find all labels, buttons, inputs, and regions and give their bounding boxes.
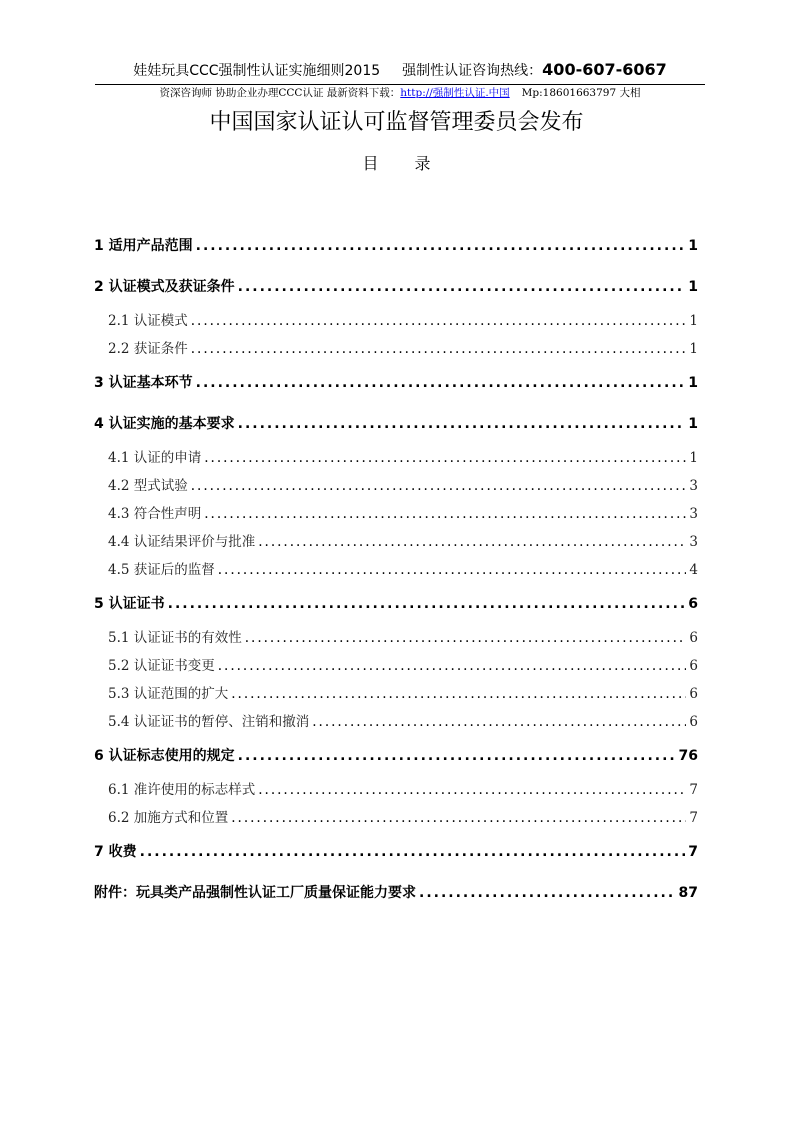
toc-page-number: 4 — [689, 562, 698, 578]
toc-leader — [231, 804, 686, 832]
toc-leader — [196, 232, 686, 260]
toc-leader — [245, 624, 687, 652]
toc-entry-label: 4 认证实施的基本要求 — [94, 416, 235, 432]
toc-page-number: 3 — [689, 506, 698, 522]
toc-leader — [419, 879, 676, 907]
toc-entry[interactable] — [94, 838, 698, 866]
toc-leader — [312, 708, 686, 736]
toc-entry-label: 6 认证标志使用的规定 — [94, 748, 235, 764]
toc-entry-label: 4.3 符合性声明 — [108, 506, 202, 522]
toc-entry[interactable] — [94, 335, 698, 363]
toc-leader — [258, 776, 686, 804]
toc-entry[interactable] — [94, 624, 698, 652]
toc-page-number: 6 — [688, 596, 698, 612]
toc-entry-label: 4.2 型式试验 — [108, 478, 188, 494]
toc-entry-label: 6.1 准许使用的标志样式 — [108, 782, 256, 798]
toc-leader — [218, 556, 687, 584]
toc-entry[interactable] — [94, 742, 698, 770]
toc-entry[interactable] — [94, 528, 698, 556]
toc-entry[interactable] — [94, 500, 698, 528]
header-subline — [95, 86, 705, 100]
toc-page-number: 76 — [678, 748, 698, 764]
toc-heading: 目录 — [362, 154, 467, 173]
header-hotline-number: 400-607-6067 — [542, 60, 667, 79]
table-of-contents — [94, 232, 698, 907]
toc-page-number: 1 — [689, 313, 698, 329]
toc-leader — [204, 500, 686, 528]
toc-leader — [191, 307, 687, 335]
toc-page-number: 7 — [689, 810, 698, 826]
toc-page-number: 7 — [689, 782, 698, 798]
toc-entry[interactable] — [94, 444, 698, 472]
toc-leader — [238, 273, 686, 301]
document-title: 中国国家认证认可监督管理委员会发布 — [209, 110, 584, 135]
toc-leader — [191, 335, 687, 363]
toc-entry-label: 4.1 认证的申请 — [108, 450, 202, 466]
toc-entry[interactable] — [94, 232, 698, 260]
toc-leader — [191, 472, 687, 500]
toc-page-number: 1 — [689, 450, 698, 466]
toc-page-number: 6 — [689, 658, 698, 674]
toc-entry[interactable] — [94, 590, 698, 618]
toc-leader — [258, 528, 686, 556]
toc-page-number: 1 — [689, 341, 698, 357]
toc-leader — [204, 444, 686, 472]
toc-entry-label: 3 认证基本环节 — [94, 375, 193, 391]
toc-entry[interactable] — [94, 472, 698, 500]
toc-entry[interactable] — [94, 273, 698, 301]
header-document-name: 娃娃玩具CCC强制性认证实施细则2015 — [133, 63, 381, 79]
toc-entry[interactable] — [94, 680, 698, 708]
download-link[interactable]: http://强制性认证.中国 — [400, 87, 510, 99]
toc-entry[interactable] — [94, 804, 698, 832]
toc-leader — [196, 369, 686, 397]
toc-entry[interactable] — [94, 307, 698, 335]
toc-entry[interactable] — [94, 708, 698, 736]
toc-entry-label: 5.2 认证证书变更 — [108, 658, 215, 674]
toc-page-number: 3 — [689, 534, 698, 550]
toc-page-number: 6 — [689, 714, 698, 730]
toc-entry-label: 5 认证证书 — [94, 596, 165, 612]
toc-entry-label: 1 适用产品范围 — [94, 238, 193, 254]
toc-page-number: 1 — [688, 375, 698, 391]
toc-page-number: 1 — [688, 279, 698, 295]
header-divider — [95, 84, 705, 85]
toc-leader — [238, 742, 676, 770]
toc-entry-label: 2 认证模式及获证条件 — [94, 279, 235, 295]
toc-page-number: 3 — [689, 478, 698, 494]
toc-page-number: 7 — [688, 844, 698, 860]
running-header — [95, 59, 705, 82]
toc-leader — [238, 410, 686, 438]
toc-leader — [218, 652, 687, 680]
header-hotline-label: 强制性认证咨询热线： — [402, 63, 543, 79]
toc-entry[interactable] — [94, 410, 698, 438]
toc-page-number: 6 — [689, 686, 698, 702]
toc-entry-label: 5.4 认证证书的暂停、注销和撤消 — [108, 714, 310, 730]
toc-entry-label: 5.1 认证证书的有效性 — [108, 630, 242, 646]
toc-entry-label: 附件：玩具类产品强制性认证工厂质量保证能力要求 — [94, 885, 416, 901]
toc-entry[interactable] — [94, 879, 698, 907]
toc-entry[interactable] — [94, 652, 698, 680]
toc-leader — [140, 838, 686, 866]
toc-entry[interactable] — [94, 369, 698, 397]
toc-entry[interactable] — [94, 556, 698, 584]
toc-entry-label: 4.5 获证后的监督 — [108, 562, 215, 578]
toc-leader — [231, 680, 686, 708]
toc-entry[interactable] — [94, 776, 698, 804]
toc-entry-label: 7 收费 — [94, 844, 137, 860]
toc-entry-label: 6.2 加施方式和位置 — [108, 810, 229, 826]
header-sub-prefix: 资深咨询师 协助企业办理CCC认证 最新资料下载： — [159, 87, 401, 99]
toc-entry-label: 5.3 认证范围的扩大 — [108, 686, 229, 702]
toc-entry-label: 2.1 认证模式 — [108, 313, 188, 329]
toc-entry-label: 4.4 认证结果评价与批准 — [108, 534, 256, 550]
header-sub-contact: Mp:18601663797 大相 — [521, 87, 641, 99]
toc-leader — [168, 590, 686, 618]
toc-page-number: 1 — [688, 416, 698, 432]
toc-page-number: 87 — [678, 885, 698, 901]
toc-entry-label: 2.2 获证条件 — [108, 341, 188, 357]
toc-page-number: 6 — [689, 630, 698, 646]
toc-page-number: 1 — [688, 238, 698, 254]
